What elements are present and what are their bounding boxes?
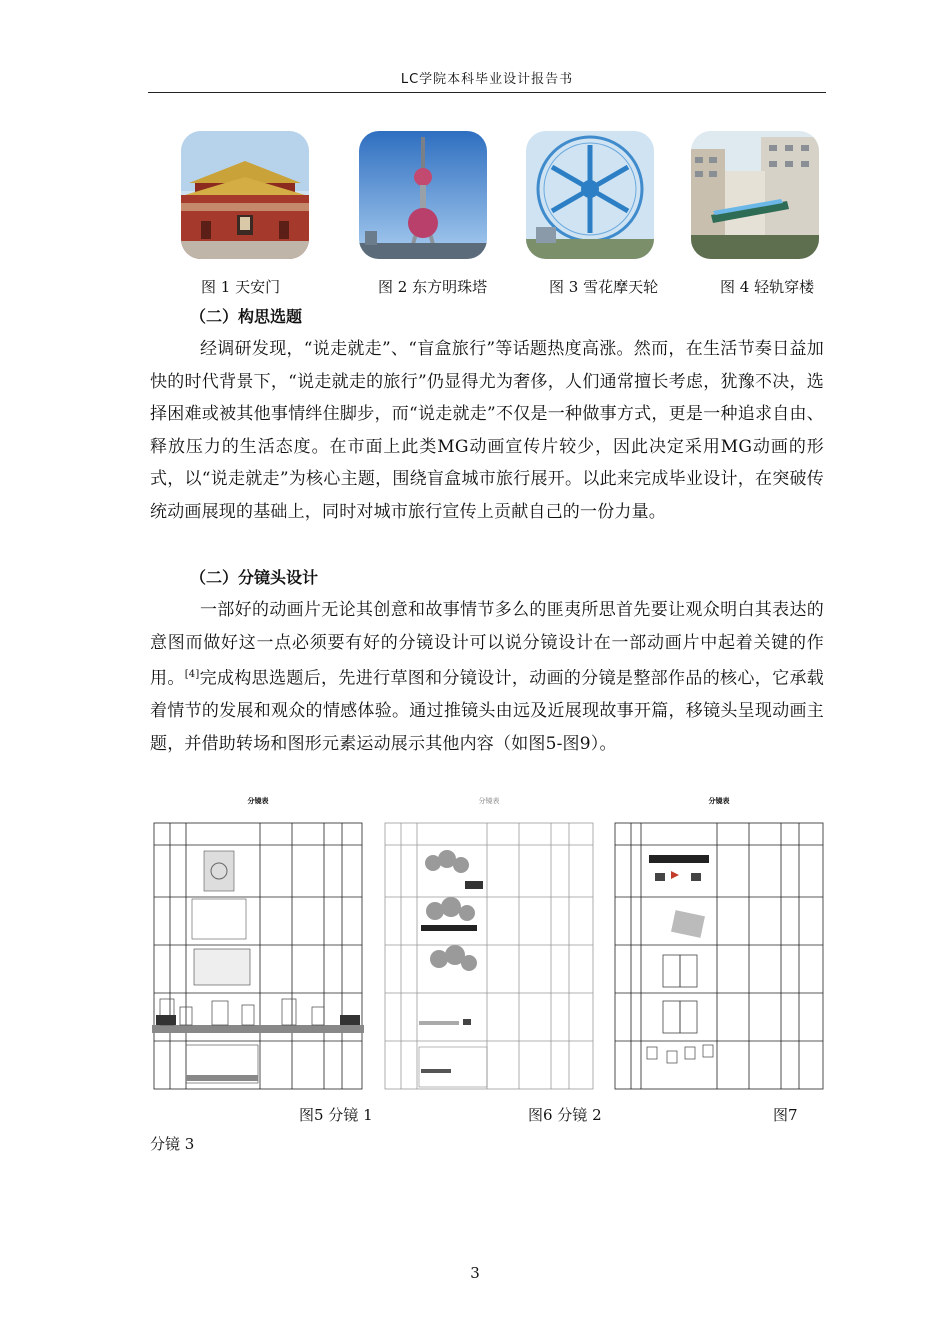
- paragraph-storyboard: [150, 594, 824, 760]
- paragraph-storyboard-part-b: 完成构思选题后，先进行草图和分镜设计，动画的分镜是整部作品的核心，它承载着情节的发展和观众的情感体验。通过推镜头由远及近展现故事开篇，移镜头呈现动画主题，并借助转场和图形元素运动展示其他内容（如图5-图9）。: [150, 668, 824, 754]
- paragraph-storyboard-part-a: 一部好的动画片无论其创意和故事情节多么的匪夷所思首先要让观众明白其表达的意图而做好这一点必须要有好的分镜设计可以说分镜设计在一部动画片中起着关键的作用。: [150, 600, 824, 689]
- storyboard-3: [613, 793, 825, 1093]
- photo-snowflake-ferris-wheel: [526, 131, 654, 259]
- photo-caption-3: 图 3 雪花摩天轮: [549, 278, 659, 296]
- storyboard-1: [152, 793, 364, 1093]
- photo-oriental-pearl-tower: [359, 131, 487, 259]
- storyboard-2: [383, 793, 595, 1093]
- paragraph-concept: 经调研发现，“说走就走”、“盲盒旅行”等话题热度高涨。然而，在生活节奏日益加快的时代背景下，“说走就走的旅行”仍显得尤为奢侈，人们通常擅长考虑，犹豫不决，选择困难或被其他事情绊住脚步，而“说走就走”不仅是一种做事方式，更是一种追求自由、释放压力的生活态度。在市面上此类MG动画宣传片较少，因此决定采用MG动画的形式，以“说走就走”为核心主题，围绕盲盒城市旅行展开。以此来完成毕业设计，在突破传统动画展现的基础上，同时对城市旅行宣传上贡献自己的一份力量。: [150, 339, 824, 522]
- figure-caption-7: 图7: [773, 1106, 798, 1124]
- figure-caption-6: 图6 分镜 2: [528, 1106, 602, 1124]
- citation-ref: [4]: [184, 669, 200, 680]
- photo-light-rail-building: [691, 131, 819, 259]
- photo-tiananmen: [181, 131, 309, 259]
- photo-caption-4: 图 4 轻轨穿楼: [720, 278, 815, 296]
- header-title: LC学院本科毕业设计报告书: [400, 72, 574, 87]
- photo-caption-1: 图 1 天安门: [201, 278, 281, 296]
- section-heading-concept: （二）构思选题: [190, 307, 303, 326]
- photo-caption-2: 图 2 东方明珠塔: [378, 278, 488, 296]
- page-number: 3: [470, 1264, 480, 1282]
- figure-caption-7-continued: 分镜 3: [150, 1135, 195, 1153]
- storyboard-title: 分镜表: [247, 797, 269, 805]
- section-heading-storyboard: （二）分镜头设计: [190, 568, 319, 587]
- storyboard-title: 分镜表: [478, 797, 500, 805]
- page-header: [148, 70, 826, 93]
- storyboard-title: 分镜表: [708, 797, 730, 805]
- figure-caption-5: 图5 分镜 1: [299, 1106, 373, 1124]
